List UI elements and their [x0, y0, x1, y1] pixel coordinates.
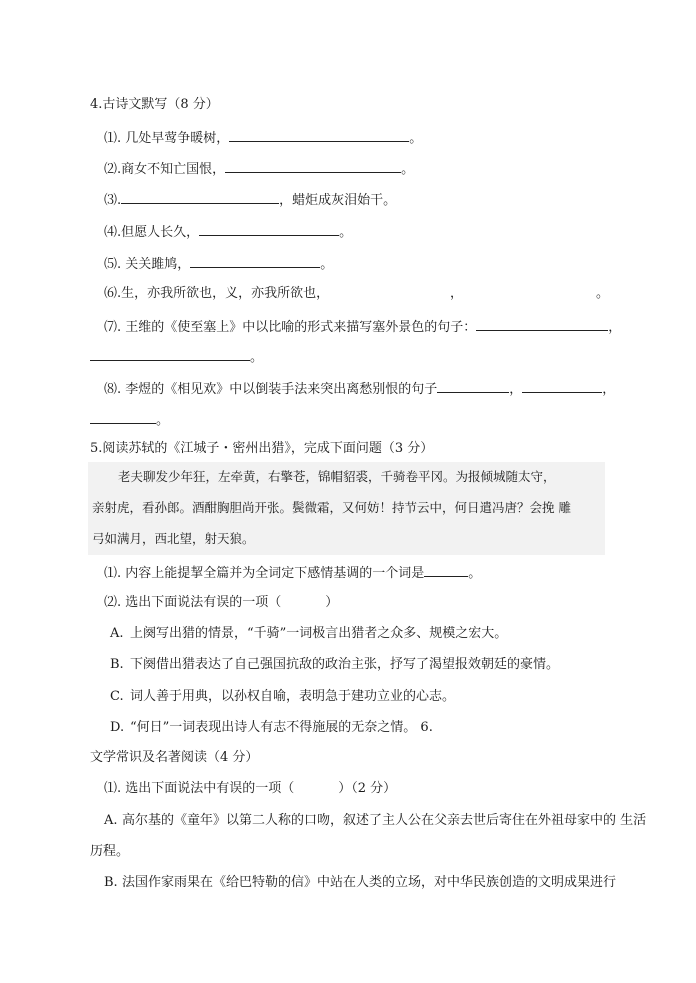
poem-line: 老夫聊发少年狂，左牵黄，右擎苍，锦帽貂裘，千骑卷平冈。为报倾城随太守，: [118, 469, 556, 484]
option-a[interactable]: [110, 625, 507, 643]
item-tail: ，: [602, 382, 616, 397]
item-tail: ，: [608, 320, 622, 335]
item-number: ⑷.: [104, 225, 122, 240]
option-text: 上阕写出猎的情景，“千骑”一词极言出猎者之众多、规模之宏大。: [130, 626, 508, 641]
answer-blank[interactable]: [90, 410, 156, 424]
q4-item-7: [104, 317, 621, 337]
item-number: ⑴.: [104, 131, 122, 146]
item-sep: ，: [509, 382, 523, 397]
item-number: ⑴.: [104, 781, 122, 796]
poem-passage: [88, 462, 605, 555]
item-number: ⑹.: [104, 286, 122, 301]
q6-sub-1: [104, 780, 396, 798]
answer-blank[interactable]: [476, 317, 608, 331]
q4-item-5: [104, 254, 333, 274]
q4-item-7-continuation: [90, 347, 263, 367]
q5-sub-1: [104, 563, 481, 583]
item-tail: 。: [339, 225, 353, 240]
item-tail: 。: [401, 162, 415, 177]
answer-blank[interactable]: [437, 379, 509, 393]
option-text: “何日”一词表现出诗人有志不得施展的无奈之情。 6.: [130, 720, 433, 735]
item-text: 选出下面说法中有误的一项（: [121, 781, 295, 796]
option-key: B.: [110, 657, 124, 672]
option-key: C.: [110, 689, 124, 704]
answer-blank[interactable]: [90, 347, 250, 361]
answer-blank[interactable]: [424, 563, 468, 577]
poem-line: 弓如满月，西北望，射天狼。: [92, 531, 255, 546]
item-number: ⑴.: [104, 566, 122, 581]
item-text: 商女不知亡国恨，: [121, 162, 226, 177]
option-key: B.: [104, 875, 118, 890]
item-text: 几处早莺争暖树，: [121, 131, 230, 146]
option-key: A.: [110, 626, 124, 641]
option-text: 法国作家雨果在《给巴特勒的信》中站在人类的立场，对中华民族创造的文明成果进行: [122, 875, 617, 890]
q6-option-a[interactable]: [104, 812, 646, 830]
answer-blank[interactable]: [229, 128, 409, 142]
option-c[interactable]: [110, 688, 455, 706]
item-text: 但愿人长久，: [121, 225, 200, 240]
question-4-title: 4.古诗文默写（8 分）: [90, 97, 219, 112]
q6-option-a-continuation: 历程。: [90, 844, 130, 859]
item-tail: 。: [320, 257, 334, 272]
item-tail: ，蜡炬成灰泪始干。: [279, 193, 397, 208]
item-text: 选出下面说法有误的一项（: [121, 595, 282, 610]
option-key: A.: [104, 813, 118, 828]
q4-item-6-end: 。: [596, 286, 610, 301]
item-text: 生，亦我所欲也，义，亦我所欲也，: [121, 286, 330, 301]
answer-blank[interactable]: [199, 222, 339, 236]
q4-item-2: [104, 159, 414, 179]
option-key: D.: [110, 720, 125, 735]
q4-item-8: [104, 379, 615, 399]
item-tail: ）: [325, 595, 339, 610]
poem-line: 亲射虎，看孙郎。酒酣胸胆尚开张。鬓微霜，又何妨！持节云中，何日遣冯唐？会挽 雕: [92, 500, 571, 515]
item-text: 王维的《使至塞上》中以比喻的形式来描写塞外景色的句子：: [121, 320, 477, 335]
q4-item-6: [104, 285, 329, 303]
option-b[interactable]: [110, 656, 559, 674]
q4-item-1: [104, 128, 422, 148]
item-tail: ）（2 分）: [338, 781, 397, 796]
item-text: 内容上能提挈全篇并为全词定下感情基调的一个词是: [121, 566, 425, 581]
item-number: ⑺.: [104, 320, 122, 335]
answer-blank[interactable]: [225, 159, 401, 173]
q5-sub-2: [104, 594, 338, 612]
item-number: ⑵.: [104, 595, 122, 610]
item-tail: 。: [156, 413, 170, 428]
option-d[interactable]: [110, 719, 433, 737]
answer-blank[interactable]: [121, 190, 279, 204]
option-text: 下阕借出猎表达了自己强国抗敌的政治主张，抒写了渴望报效朝廷的豪情。: [130, 657, 560, 672]
q6-option-b[interactable]: [104, 874, 616, 892]
item-text: 李煜的《相见欢》中以倒装手法来突出离愁别恨的句子: [121, 382, 438, 397]
q4-item-6-mid: ，: [450, 286, 464, 301]
item-number: ⑸.: [104, 257, 122, 272]
answer-blank[interactable]: [522, 379, 602, 393]
item-tail: 。: [468, 566, 482, 581]
question-6-title: 文学常识及名著阅读（4 分）: [90, 750, 259, 765]
option-text: 词人善于用典，以孙权自喻，表明急于建功立业的心志。: [130, 689, 456, 704]
item-number: ⑶.: [104, 193, 122, 208]
item-number: ⑵.: [104, 162, 122, 177]
question-5-title: 5.阅读苏轼的《江城子・密州出猎》，完成下面问题（3 分）: [90, 441, 434, 456]
item-tail: 。: [250, 350, 264, 365]
q4-item-8-continuation: [90, 410, 169, 430]
item-text: 关关雎鸠，: [121, 257, 191, 272]
answer-blank[interactable]: [190, 254, 320, 268]
option-text: 高尔基的《童年》以第二人称的口吻，叙述了主人公在父亲去世后寄住在外祖母家中的 生活: [122, 813, 647, 828]
q4-item-3: [104, 190, 396, 210]
q4-item-4: [104, 222, 352, 242]
item-number: ⑻.: [104, 382, 122, 397]
item-tail: 。: [409, 131, 423, 146]
